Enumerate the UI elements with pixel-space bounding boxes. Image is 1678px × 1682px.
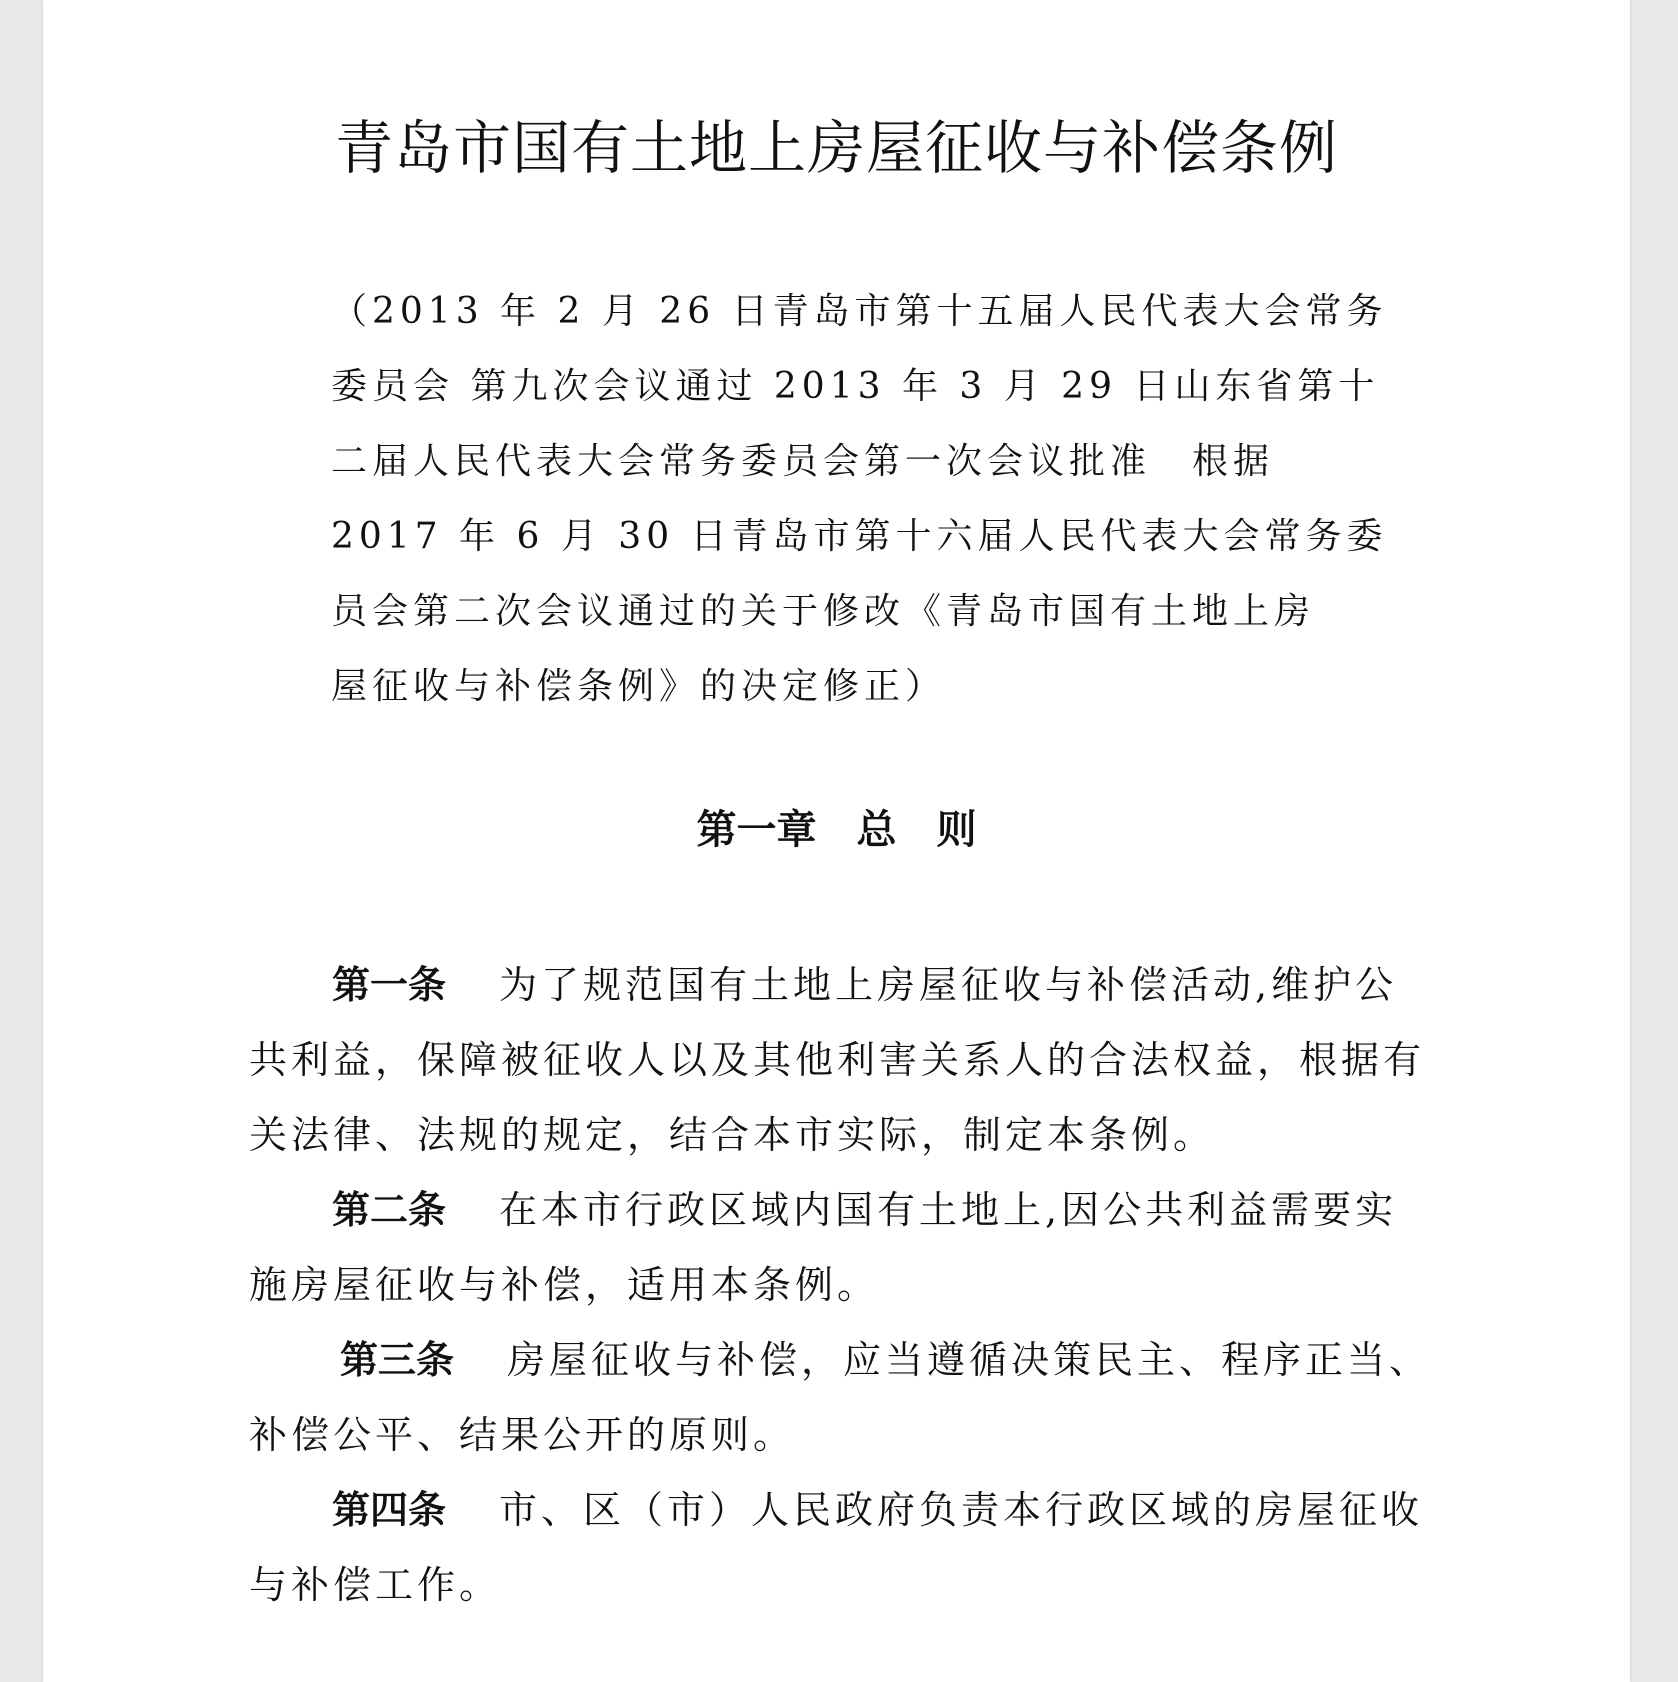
document-title: 青岛市国有土地上房屋征收与补偿条例	[334, 114, 1338, 182]
article-text: 为了规范国有土地上房屋征收与补偿活动,维护公	[499, 963, 1398, 1007]
article-1	[249, 948, 1471, 1173]
preamble-line: 员会第二次会议通过的关于修改《青岛市国有土地上房	[331, 591, 1316, 632]
article-text: 与补偿工作。	[249, 1563, 502, 1607]
article-2	[249, 1173, 1471, 1323]
article-text: 房屋征收与补偿，应当遵循决策民主、程序正当、	[507, 1338, 1432, 1382]
article-label: 第一条	[332, 963, 447, 1007]
article-text: 关法律、法规的规定，结合本市实际，制定本条例。	[249, 1113, 1216, 1157]
article-4	[249, 1473, 1471, 1623]
article-text: 共利益，保障被征收人以及其他利害关系人的合法权益，根据有	[249, 1038, 1426, 1082]
chapter-heading: 第一章 总 则	[696, 807, 977, 853]
article-label: 第四条	[332, 1488, 447, 1532]
article-label: 第三条	[340, 1338, 455, 1382]
preamble-line: 屋征收与补偿条例》的决定修正）	[331, 666, 947, 707]
article-text: 在本市行政区域内国有土地上,因公共利益需要实	[499, 1188, 1398, 1232]
preamble-line: 二届人民代表大会常务委员会第一次会议批准 根据	[331, 441, 1275, 482]
preamble-line: 2017 年 6 月 30 日青岛市第十六届人民代表大会常务委	[331, 516, 1388, 557]
article-label: 第二条	[332, 1188, 447, 1232]
article-3	[249, 1323, 1471, 1473]
article-text: 施房屋征收与补偿，适用本条例。	[249, 1263, 880, 1307]
preamble-line: （2013 年 2 月 26 日青岛市第十五届人民代表大会常务	[331, 291, 1388, 332]
articles	[249, 948, 1471, 1623]
article-text: 市、区（市）人民政府负责本行政区域的房屋征收	[499, 1488, 1424, 1532]
document-page	[43, 0, 1630, 1682]
preamble-line: 委员会 第九次会议通过 2013 年 3 月 29 日山东省第十	[331, 366, 1380, 407]
preamble	[331, 274, 1388, 724]
article-text: 补偿公平、结果公开的原则。	[249, 1413, 796, 1457]
